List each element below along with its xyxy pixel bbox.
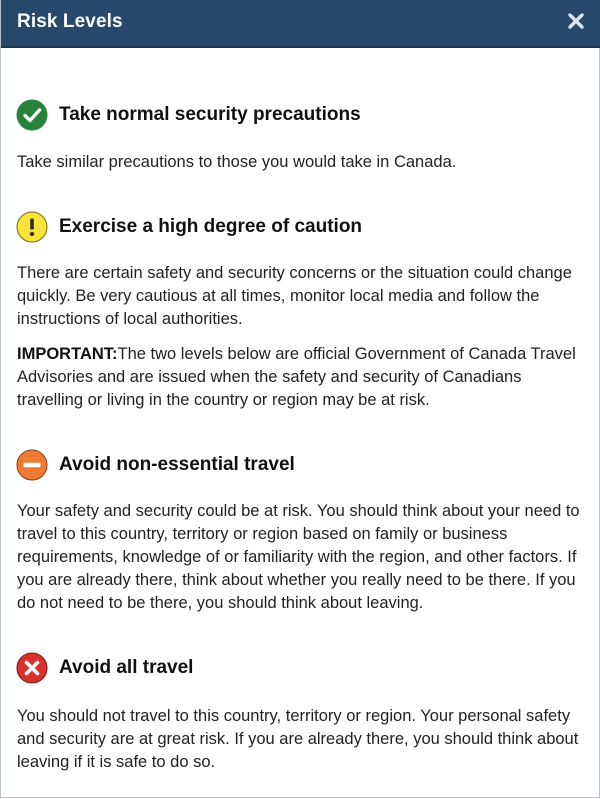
modal-header: [1, 0, 600, 48]
level-caution-title: Exercise a high degree of caution: [59, 216, 363, 237]
important-label: IMPORTANT:: [17, 345, 118, 363]
level-nonessential-description: Your safety and security could be at risk. You should think about your need to travel to this country, territory or region based on family or business requirements, knowledge of or familiarity with the region, and other factors. If you are already there, think about whether you really need to be there. If you do not need to be there, you should think about leaving.: [17, 502, 580, 612]
level-normal-description: Take similar precautions to those you would take in Canada.: [17, 153, 457, 171]
level-caution-description: There are certain safety and security concerns or the situation could change quickly. Be very cautious at all times, monitor local media and follow the instructions of local authorities.: [17, 264, 572, 328]
level-all-travel-title: Avoid all travel: [59, 657, 194, 678]
x-circle-icon: [16, 652, 48, 684]
modal-title: Risk Levels: [17, 11, 123, 32]
minus-circle-icon: [16, 449, 48, 481]
level-normal-title: Take normal security precautions: [59, 104, 361, 125]
level-nonessential-title: Avoid non-essential travel: [59, 454, 295, 475]
check-circle-icon: [16, 99, 48, 131]
important-text: The two levels below are official Government of Canada Travel Advisories and are issued when the safety and security of Canadians travelling or living in the country or region may be at risk.: [17, 345, 576, 409]
close-button[interactable]: [565, 10, 587, 32]
exclamation-circle-icon: [16, 211, 48, 243]
level-all-travel-description: You should not travel to this country, territory or region. Your personal safety and security are at great risk. If you are already there, you should think about leaving if it is safe to do so.: [17, 707, 579, 771]
level-caution-heading: [16, 211, 362, 243]
level-nonessential-heading: [16, 449, 295, 481]
important-note: [17, 343, 589, 412]
close-icon: [565, 10, 587, 32]
level-all-travel-heading: [16, 652, 193, 684]
level-normal-heading: [16, 99, 361, 131]
